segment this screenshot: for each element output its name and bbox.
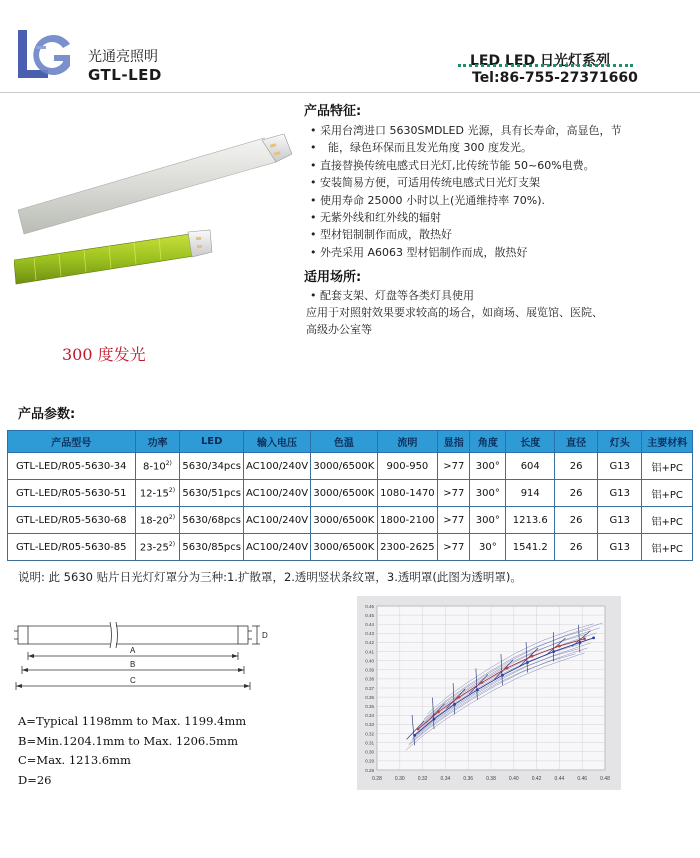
power-footnote: 2): [168, 513, 176, 521]
params-table: [7, 430, 693, 561]
column-header: 色温: [311, 431, 378, 453]
cell-lumen: 900-950: [377, 453, 438, 480]
cell-base: G13: [598, 507, 642, 534]
spec-c: C=Max. 1213.6mm: [18, 753, 131, 767]
y-tick-label: 0.45: [365, 612, 374, 618]
table-row: [8, 480, 693, 507]
product-photo: [14, 110, 294, 290]
spec-a: A=Typical 1198mm to Max. 1199.4mm: [18, 714, 247, 728]
cell-led: 5630/34pcs: [180, 453, 244, 480]
x-tick-label: 0.38: [486, 776, 496, 782]
features-list: [306, 122, 676, 261]
cell-cct: 3000/6500K: [311, 453, 378, 480]
cell-material: 铝+PC: [642, 534, 693, 561]
cell-voltage: AC100/240V: [244, 507, 311, 534]
column-header: 流明: [377, 431, 438, 453]
table-row: [8, 534, 693, 561]
y-tick-label: 0.34: [365, 713, 374, 719]
table-row: [8, 507, 693, 534]
cell-angle: 300°: [470, 507, 506, 534]
column-header: 灯头: [598, 431, 642, 453]
y-tick-label: 0.36: [365, 694, 374, 700]
cell-power: [135, 480, 180, 507]
cell-angle: 300°: [470, 453, 506, 480]
x-tick-label: 0.40: [508, 776, 519, 782]
cell-voltage: AC100/240V: [244, 534, 311, 561]
cell-lumen: 1800-2100: [377, 507, 438, 534]
table-header-row: [8, 431, 693, 453]
data-point: [526, 661, 529, 664]
cell-model: GTL-LED/R05-5630-51: [8, 480, 136, 507]
cell-power: [135, 507, 180, 534]
cell-diameter: 26: [555, 453, 598, 480]
dimension-specs: [18, 712, 246, 790]
cell-base: G13: [598, 534, 642, 561]
y-tick-label: 0.33: [365, 722, 374, 728]
y-tick-label: 0.37: [365, 685, 374, 691]
column-header: 功率: [135, 431, 180, 453]
series-title: LED LED 日光灯系列: [470, 53, 610, 69]
y-tick-label: 0.41: [365, 649, 374, 655]
usage-line: 高级办公室等: [306, 323, 372, 336]
cell-length: 604: [506, 453, 555, 480]
data-point: [417, 728, 420, 731]
cell-cri: >77: [438, 507, 470, 534]
power-footnote: 2): [168, 486, 176, 494]
cell-length: 914: [506, 480, 555, 507]
dimension-drawing: [14, 608, 274, 710]
spec-d: D=26: [18, 772, 52, 787]
x-tick-label: 0.28: [372, 776, 382, 782]
cell-base: G13: [598, 453, 642, 480]
data-point: [413, 734, 416, 737]
x-tick-label: 0.44: [554, 776, 565, 782]
cell-material: 铝+PC: [642, 480, 693, 507]
cell-material: 铝+PC: [642, 507, 693, 534]
cell-diameter: 26: [555, 534, 598, 561]
features-heading: 产品特征:: [304, 104, 362, 119]
brand-name-en: GTL-LED: [88, 66, 162, 84]
x-tick-label: 0.34: [440, 776, 451, 782]
power-value: 8-10: [143, 461, 166, 473]
cell-cct: 3000/6500K: [311, 480, 378, 507]
cell-cri: >77: [438, 453, 470, 480]
feature-item: • 采用台湾进口 5630SMDLED 光源，具有长寿命，高显色，节: [306, 122, 676, 139]
column-header: 长度: [506, 431, 555, 453]
company-logo: [14, 22, 78, 86]
power-value: 23-25: [139, 542, 169, 554]
label-c: C: [130, 676, 136, 685]
data-point: [552, 650, 555, 653]
x-tick-label: 0.46: [577, 776, 588, 782]
feature-item: • 型材铝制制作而成，散热好: [306, 226, 676, 243]
data-point: [592, 636, 595, 639]
feature-item: • 使用寿命 25000 小时以上(光通维持率 70%).: [306, 192, 676, 209]
photo-caption: 300 度发光: [62, 345, 146, 364]
cell-material: 铝+PC: [642, 453, 693, 480]
usage-text: [306, 287, 681, 338]
column-header: 角度: [470, 431, 506, 453]
cell-voltage: AC100/240V: [244, 453, 311, 480]
cell-lumen: 1080-1470: [377, 480, 438, 507]
feature-item-continuation: • 能，绿色环保而且发光角度 300 度发光。: [306, 139, 676, 156]
cell-angle: 300°: [470, 480, 506, 507]
data-point: [558, 645, 561, 648]
cell-led: 5630/85pcs: [180, 534, 244, 561]
cell-diameter: 26: [555, 507, 598, 534]
label-d: D: [262, 631, 268, 640]
power-value: 18-20: [139, 515, 169, 527]
data-point: [480, 681, 483, 684]
y-tick-label: 0.31: [365, 740, 374, 746]
cell-voltage: AC100/240V: [244, 480, 311, 507]
cell-cct: 3000/6500K: [311, 534, 378, 561]
params-heading: 产品参数:: [18, 407, 76, 422]
label-a: A: [130, 646, 136, 655]
usage-heading: 适用场所:: [304, 270, 362, 285]
data-point: [458, 696, 461, 699]
feature-item: • 直接替换传统电感式日光灯,比传统节能 50~60%电费。: [306, 157, 676, 174]
feature-item: • 外壳采用 A6063 型材铝制作而成，散热好: [306, 244, 676, 261]
y-tick-label: 0.44: [365, 622, 374, 628]
table-row: [8, 453, 693, 480]
column-header: 主要材料: [642, 431, 693, 453]
y-tick-label: 0.28: [365, 767, 374, 773]
x-tick-label: 0.48: [600, 776, 610, 782]
power-footnote: 2): [165, 459, 172, 467]
spec-b: B=Min.1204.1mm to Max. 1206.5mm: [18, 733, 238, 748]
column-header: 直径: [555, 431, 598, 453]
y-tick-label: 0.30: [365, 749, 374, 755]
cell-cri: >77: [438, 480, 470, 507]
cell-power: [135, 534, 180, 561]
data-point: [433, 718, 436, 721]
cell-model: GTL-LED/R05-5630-68: [8, 507, 136, 534]
y-tick-label: 0.40: [365, 658, 374, 664]
cell-led: 5630/51pcs: [180, 480, 244, 507]
data-point: [501, 674, 504, 677]
x-tick-label: 0.42: [531, 776, 542, 782]
x-tick-label: 0.36: [463, 776, 474, 782]
brand-name-cn: 光通亮照明: [88, 49, 158, 65]
x-tick-label: 0.30: [394, 776, 405, 782]
y-tick-label: 0.43: [365, 631, 374, 637]
x-tick-label: 0.32: [417, 776, 428, 782]
column-header: 显指: [438, 431, 470, 453]
y-tick-label: 0.38: [365, 676, 374, 682]
feature-item: • 无紫外线和红外线的辐射: [306, 209, 676, 226]
header-divider: [0, 92, 700, 93]
cell-cct: 3000/6500K: [311, 507, 378, 534]
power-value: 12-15: [139, 488, 169, 500]
table-note: 说明: 此 5630 贴片日光灯灯罩分为三种:1.扩散罩，2.透明竖状条纹罩，3.透明罩(此图为透明罩)。: [18, 570, 522, 584]
cell-base: G13: [598, 480, 642, 507]
cell-led: 5630/68pcs: [180, 507, 244, 534]
cell-diameter: 26: [555, 480, 598, 507]
telephone: Tel:86-755-27371660: [472, 70, 638, 86]
data-point: [506, 667, 509, 670]
cell-angle: 30°: [470, 534, 506, 561]
usage-line: 应用于对照射效果要求较高的场合，如商场、展览馆、医院、: [306, 306, 603, 319]
cell-length: 1213.6: [506, 507, 555, 534]
y-tick-label: 0.32: [365, 731, 374, 737]
usage-line: • 配套支架、灯盘等各类灯具使用: [306, 287, 681, 304]
cell-lumen: 2300-2625: [377, 534, 438, 561]
column-header: LED: [180, 431, 244, 453]
column-header: 输入电压: [244, 431, 311, 453]
y-tick-label: 0.35: [365, 704, 374, 710]
y-tick-label: 0.42: [365, 640, 374, 646]
data-point: [579, 641, 582, 644]
label-b: B: [130, 660, 136, 669]
data-point: [476, 688, 479, 691]
data-point: [531, 655, 534, 658]
chromaticity-chart: [357, 596, 621, 790]
data-point: [453, 703, 456, 706]
feature-item: • 安装简易方便，可适用传统电感式日光灯支架: [306, 174, 676, 191]
cell-cri: >77: [438, 534, 470, 561]
data-point: [437, 710, 440, 713]
cell-model: GTL-LED/R05-5630-34: [8, 453, 136, 480]
y-tick-label: 0.46: [365, 603, 374, 609]
y-tick-label: 0.39: [365, 667, 374, 673]
cell-model: GTL-LED/R05-5630-85: [8, 534, 136, 561]
power-footnote: 2): [168, 540, 176, 548]
y-tick-label: 0.29: [365, 758, 374, 764]
column-header: 产品型号: [8, 431, 136, 453]
data-point: [583, 637, 586, 640]
cell-length: 1541.2: [506, 534, 555, 561]
cell-power: [135, 453, 180, 480]
